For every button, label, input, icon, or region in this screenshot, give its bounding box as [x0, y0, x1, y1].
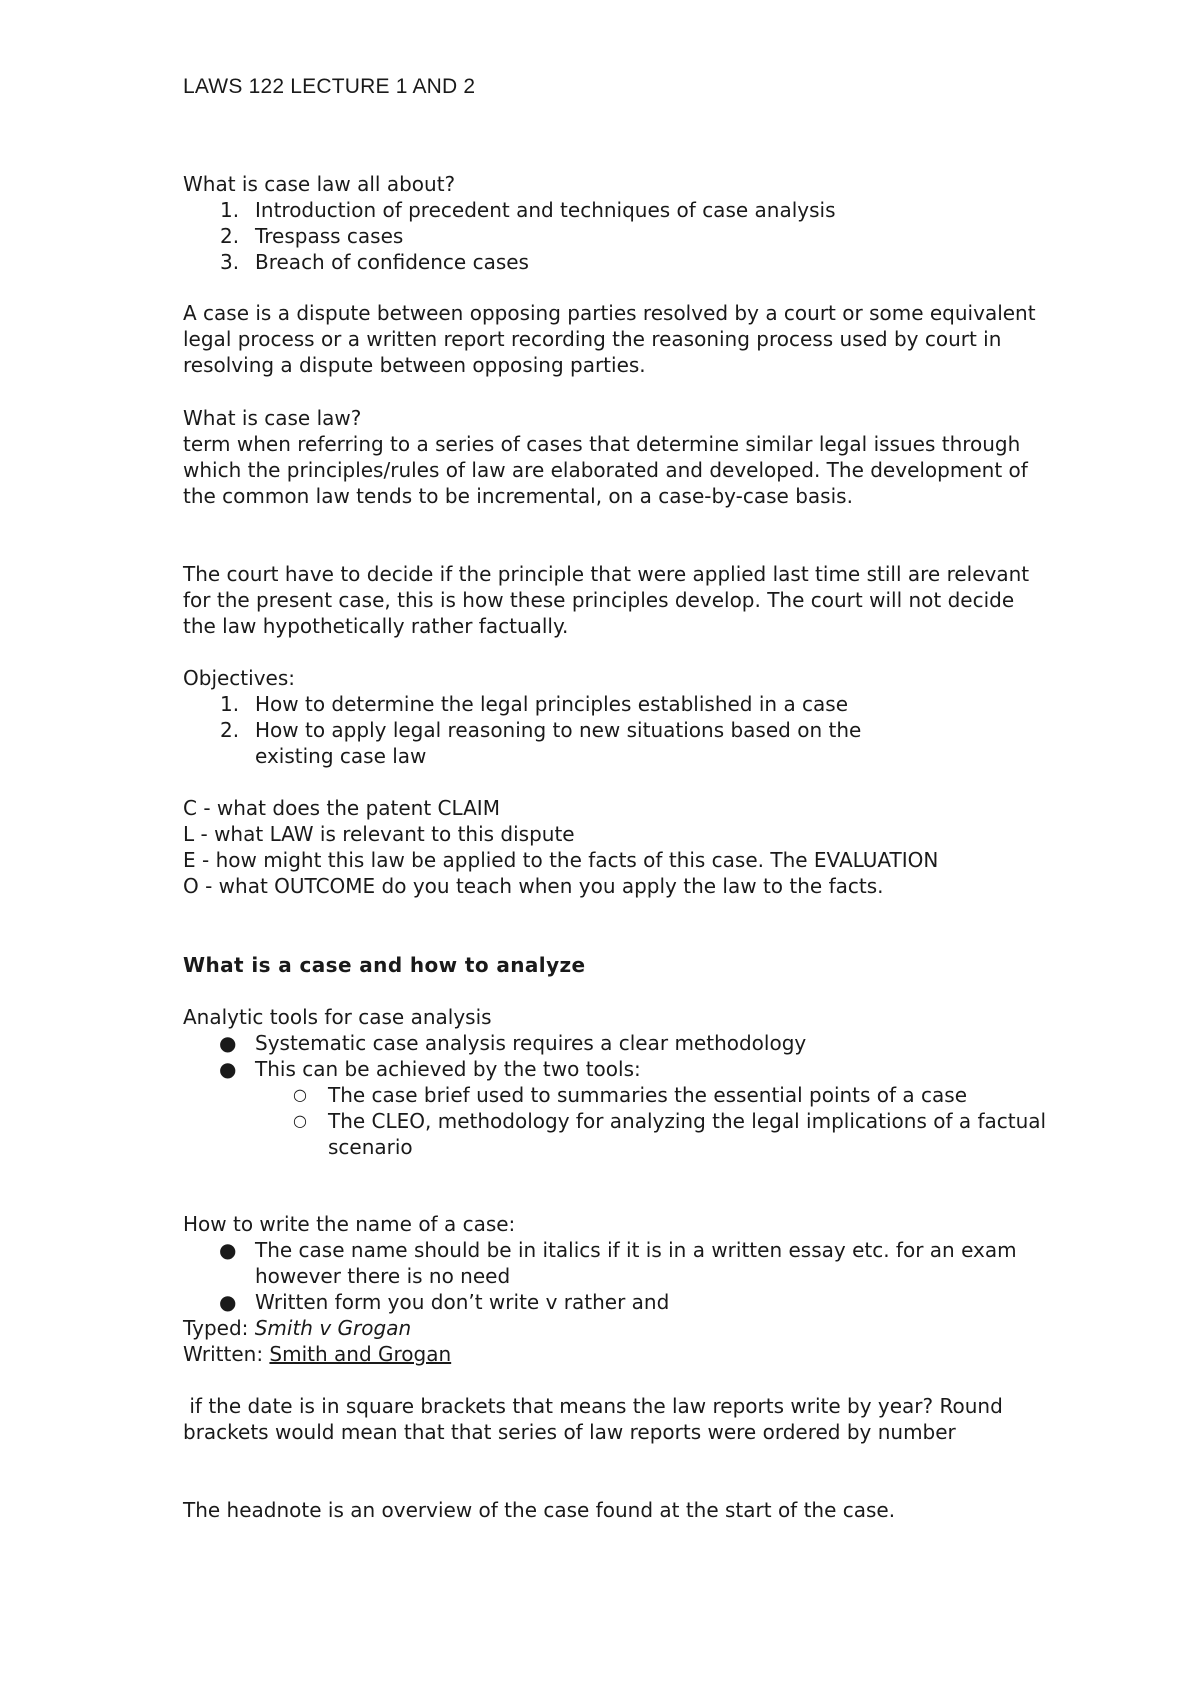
circle-bullet-icon: ○ — [293, 1111, 307, 1130]
list-item: 3. Breach of confidence cases — [220, 250, 529, 274]
case-name-label: How to write the name of a case: — [183, 1212, 516, 1236]
bullet-icon: ● — [219, 1057, 237, 1081]
circle-bullet-icon: ○ — [293, 1085, 307, 1104]
case-law-question: What is case law? — [183, 406, 362, 430]
bullet-icon: ● — [219, 1290, 237, 1314]
tools-sub-bullets — [183, 1082, 1063, 1160]
objectives-label: Objectives: — [183, 666, 295, 690]
list-item: ● Written form you don’t write v rather and — [219, 1290, 670, 1314]
cleo-section — [183, 795, 1063, 899]
court-paragraph: The court have to decide if the principle that were applied last time still are relevant for the present case, this is how these principles develop. The court will not decide the law hypothetically rather factually. — [183, 562, 1030, 638]
tools-bullets — [183, 1030, 1063, 1082]
written-example: Written: Smith and Grogan — [183, 1342, 452, 1366]
tools-label: Analytic tools for case analysis — [183, 1005, 492, 1029]
cleo-law: L - what LAW is relevant to this dispute — [183, 822, 575, 846]
headnote-paragraph: The headnote is an overview of the case found at the start of the case. — [183, 1498, 896, 1522]
case-law-answer: term when referring to a series of cases that determine similar legal issues through which the principles/rules of law are elaborated and developed. The development of the common law tends to be incremental, on a case-by-case basis. — [183, 432, 1028, 508]
brackets-paragraph: if the date is in square brackets that means the law reports write by year? Round brackets would mean that that series of law reports were ordered by number — [183, 1394, 1010, 1444]
case-law-section — [183, 405, 1063, 509]
cleo-claim: C - what does the patent CLAIM — [183, 796, 500, 820]
cleo-evaluation: E - how might this law be applied to the facts of this case. The EVALUATION — [183, 848, 939, 872]
bullet-icon: ● — [219, 1238, 237, 1262]
tools-section — [183, 1004, 1063, 1160]
objectives-section — [183, 665, 1063, 769]
list-item: 1. How to determine the legal principles established in a case — [220, 692, 849, 716]
list-item: 1. Introduction of precedent and techniques of case analysis — [220, 198, 836, 222]
intro-list — [183, 197, 1063, 275]
intro-question: What is case law all about? — [183, 172, 456, 196]
list-item: ● This can be achieved by the two tools: — [219, 1057, 641, 1081]
cleo-outcome: O - what OUTCOME do you teach when you apply the law to the facts. — [183, 874, 884, 898]
bullet-icon: ● — [219, 1031, 237, 1055]
typed-example: Typed: Smith v Grogan — [183, 1316, 412, 1340]
list-item: 2. How to apply legal reasoning to new situations based on the existing case law — [220, 718, 862, 768]
list-item: ● The case name should be in italics if it is in a written essay etc. for an exam however there is no need — [219, 1238, 1017, 1288]
case-name-section — [183, 1211, 1063, 1367]
document-title: LAWS 122 LECTURE 1 AND 2 — [183, 75, 476, 98]
list-item: ● Systematic case analysis requires a clear methodology — [219, 1031, 807, 1055]
list-item: ○ The CLEO, methodology for analyzing the legal implications of a factual scenario — [293, 1109, 1047, 1159]
case-definition-paragraph: A case is a dispute between opposing parties resolved by a court or some equivalent legal process or a written report recording the reasoning process used by court in resolving a dispute between opposing parties. — [183, 301, 1036, 377]
case-name-bullets — [183, 1237, 1063, 1315]
section-heading: What is a case and how to analyze — [183, 953, 586, 977]
list-item: 2. Trespass cases — [220, 224, 404, 248]
intro-section — [183, 171, 1063, 275]
list-item: ○ The case brief used to summaries the essential points of a case — [293, 1083, 968, 1107]
objectives-list — [183, 691, 1063, 769]
